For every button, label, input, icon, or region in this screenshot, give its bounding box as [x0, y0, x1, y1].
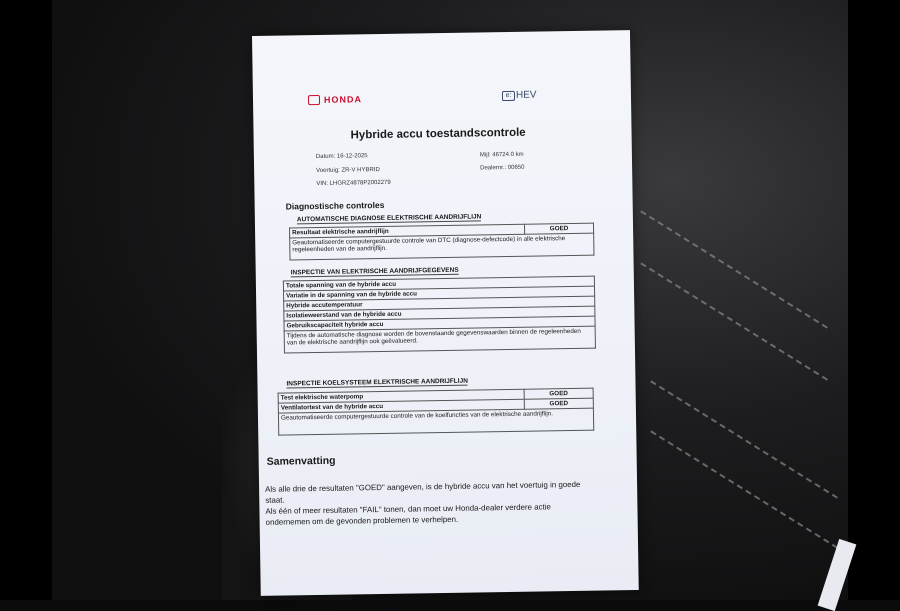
table-row [278, 408, 593, 435]
honda-h-icon [308, 95, 320, 105]
row-label: Gebruikscapaciteit hybride accu [284, 316, 595, 331]
honda-brand-text: HONDA [323, 94, 363, 105]
section-2-title: INSPECTIE VAN ELEKTRISCHE AANDRIJFGEGEVENS [290, 266, 459, 277]
page-title: Hybride accu toestandscontrole [350, 126, 526, 142]
ehev-text: HEV [515, 89, 537, 101]
section-3-table [278, 388, 595, 436]
section-note: Geautomatiseerde computergestuurde controle van de koelfuncties van de elektrische aandrijflijn. [278, 408, 593, 435]
summary-paragraph-1: Als alle drie de resultaten "GOED" aangeven, is de hybride accu van het voertuig in goede staat. [265, 479, 581, 505]
row-label: Test elektrische waterpomp [278, 389, 524, 403]
row-label: Ventilatortest van de hybride accu [278, 399, 524, 413]
section-3-title: INSPECTIE KOELSYSTEEM ELEKTRISCHE AANDRIJFLIJN [286, 377, 468, 388]
row-label: Hybride accutemperatuur [284, 296, 595, 311]
section-note: Tijdens de automatische diagnose worden de bovenstaande gegevenswaarden binnen de regeleenheden van de elektrische aandrijflijn ook geëvalueerd. [284, 326, 595, 353]
row-label: Isolatieweerstand van de hybride accu [284, 306, 595, 321]
status-badge: GOED [524, 223, 593, 234]
table-row [284, 326, 595, 353]
meta-vehicle: Voertuig: ZR-V HYBRID [316, 167, 380, 175]
table-row [290, 233, 594, 260]
summary-text [265, 479, 591, 528]
row-label: Resultaat elektrische aandrijflijn [290, 224, 525, 238]
letterbox-left [0, 0, 52, 600]
ehev-box-icon: e: [502, 90, 515, 100]
ehev-logo [502, 90, 537, 102]
summary-title: Samenvatting [266, 454, 336, 468]
row-label: Variatie in de spanning van de hybride accu [284, 286, 595, 301]
section-note: Geautomatiseerde computergestuurde controle van DTC (diagnose-defectcode) in alle elektrische regeleenheden van de aandrijflijn. [290, 233, 594, 260]
section-1-table [289, 223, 594, 261]
letterbox-right [848, 0, 900, 600]
status-badge: GOED [524, 388, 593, 399]
section-2-table [283, 276, 596, 354]
meta-vin: VIN: LHGRZ4878P2002279 [316, 179, 391, 188]
row-label: Totale spanning van de hybride accu [283, 276, 594, 291]
status-badge: GOED [524, 398, 593, 409]
meta-date: Datum: 16-12-2025 [315, 153, 368, 161]
report-paper [252, 30, 639, 596]
meta-mileage: Mijl: 46724.0 km [479, 151, 524, 159]
section-1-title: AUTOMATISCHE DIAGNOSE ELEKTRISCHE AANDRIJFLIJN [296, 213, 482, 224]
diagnostics-heading: Diagnostische controles [285, 199, 385, 212]
summary-paragraph-2: Als één of meer resultaten "FAIL" tonen, dan moet uw Honda-dealer verdere actie ondernemen om de gevonden problemen te verhelpen. [265, 502, 551, 527]
honda-logo [308, 94, 362, 105]
meta-dealer: Dealernr.: 00650 [480, 164, 525, 172]
